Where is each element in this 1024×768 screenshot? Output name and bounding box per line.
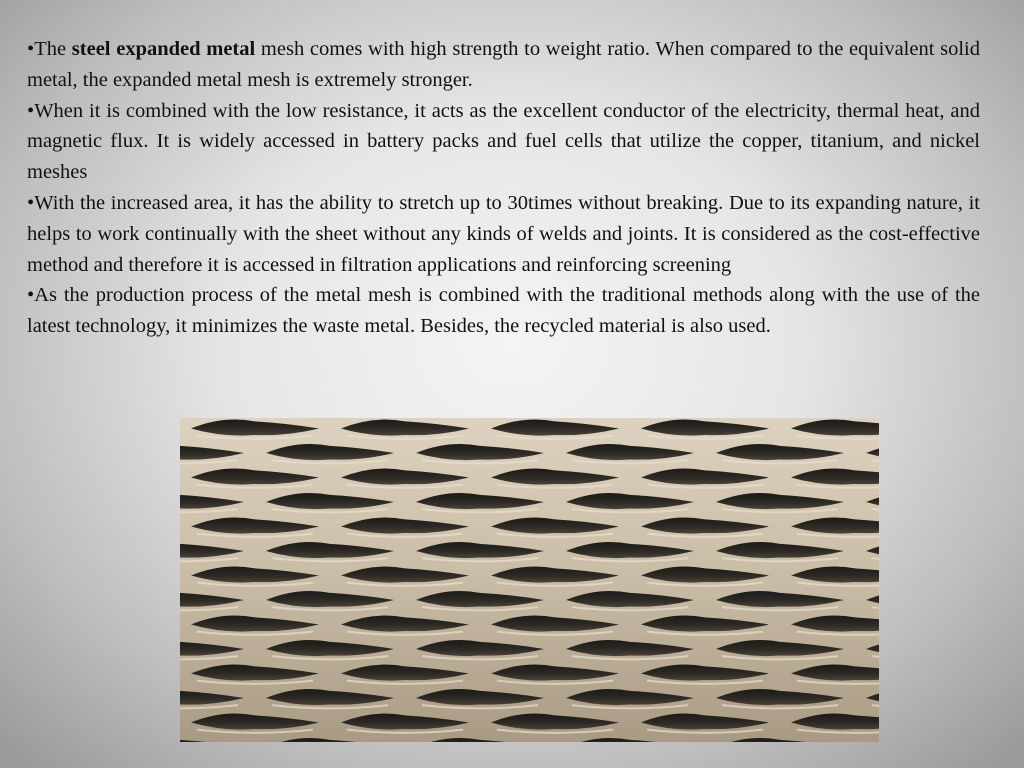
bullet-1 <box>27 34 980 96</box>
bullet-3 <box>27 188 980 280</box>
bullet-3-text: With the increased area, it has the ability to stretch up to 30times without breaking. Due to its expanding nature, it helps to work continually with the sheet without any kinds of welds and joints. It is considered as the cost-effective method and therefore it is accessed in filtration applications and reinforcing screening <box>27 191 980 276</box>
bullet-4 <box>27 280 980 342</box>
bullet-2 <box>27 96 980 188</box>
bullet-1-bold-term: steel expanded metal <box>71 38 256 60</box>
bullet-1-marker: • <box>27 38 35 60</box>
bullet-2-text: When it is combined with the low resistance, it acts as the excellent conductor of the electricity, thermal heat, and magnetic flux. It is widely accessed in battery packs and fuel cells that utilize the copper, titanium, and nickel meshes <box>27 99 980 184</box>
expanded-metal-mesh-photo <box>180 418 879 742</box>
bullet-3-marker: • <box>27 191 35 214</box>
mesh-illustration <box>180 418 879 742</box>
bullet-1-text: mesh comes with high strength to weight ratio. When compared to the equivalent solid metal, the expanded metal mesh is extremely stronger. <box>27 38 981 91</box>
slide-body-text <box>27 34 980 342</box>
bullet-4-text: As the production process of the metal mesh is combined with the traditional methods along with the use of the latest technology, it minimizes the waste metal. Besides, the recycled material is also used. <box>27 284 980 338</box>
bullet-1-prefix: The <box>34 38 72 60</box>
bullet-4-marker: • <box>27 284 35 307</box>
bullet-2-marker: • <box>27 99 35 122</box>
